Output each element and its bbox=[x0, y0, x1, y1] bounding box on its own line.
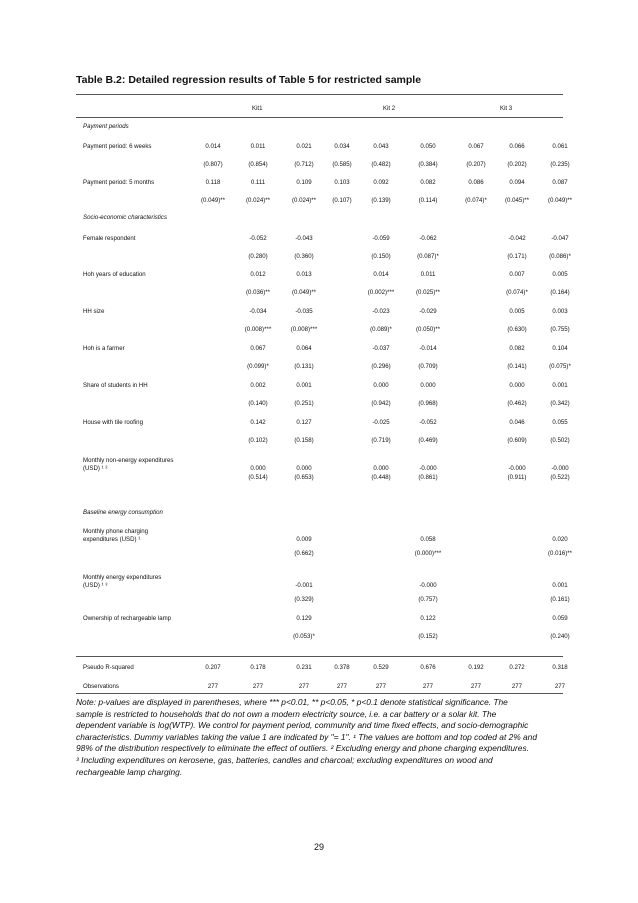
row-label-continued: (USD) ¹ ² bbox=[83, 465, 108, 472]
row-label: Payment period: 6 weeks bbox=[83, 143, 152, 150]
table-cell: (0.089)* bbox=[370, 326, 392, 333]
table-cell: 0.087 bbox=[552, 179, 568, 186]
table-cell: (0.024)** bbox=[291, 197, 317, 204]
table-cell: (0.296) bbox=[371, 363, 391, 370]
table-cell: (0.150) bbox=[371, 253, 391, 260]
table-cell: 0.046 bbox=[509, 419, 525, 426]
table-cell: 0.001 bbox=[552, 582, 568, 589]
table-cell: 0.192 bbox=[468, 664, 484, 671]
table-cell: 0.142 bbox=[250, 419, 266, 426]
table-cell: 0.002 bbox=[250, 382, 266, 389]
table-cell: (0.099)* bbox=[247, 363, 269, 370]
table-cell: 277 bbox=[511, 683, 523, 690]
row-label: Hoh is a farmer bbox=[83, 345, 125, 352]
table-cell: (0.074)* bbox=[465, 197, 487, 204]
table-cell: 0.011 bbox=[250, 143, 266, 150]
table-cell: (0.662) bbox=[294, 550, 314, 557]
table-cell: 0.103 bbox=[334, 179, 350, 186]
table-cell: 0.000 bbox=[373, 382, 389, 389]
table-cell: (0.482) bbox=[371, 161, 391, 168]
table-cell: (0.755) bbox=[550, 326, 570, 333]
table-cell: (0.053)* bbox=[293, 633, 315, 640]
table-cell: (0.074)* bbox=[506, 289, 528, 296]
row-label: Observations bbox=[83, 683, 119, 690]
row-label: Share of students in HH bbox=[83, 382, 148, 389]
table-cell: (0.609) bbox=[507, 437, 527, 444]
table-cell: (0.087)* bbox=[417, 253, 439, 260]
table-cell: -0.062 bbox=[419, 235, 437, 242]
table-cell: 0.118 bbox=[205, 179, 221, 186]
table-cell: 0.034 bbox=[334, 143, 350, 150]
table-cell: 0.529 bbox=[373, 664, 389, 671]
table-cell: 0.086 bbox=[468, 179, 484, 186]
table-cell: (0.016)** bbox=[547, 550, 573, 557]
table-cell: -0.043 bbox=[295, 235, 313, 242]
header-kit1: Kit1 bbox=[252, 105, 263, 112]
table-cell: 0.067 bbox=[250, 345, 266, 352]
table-cell: -0.014 bbox=[419, 345, 437, 352]
table-cell: -0.025 bbox=[372, 419, 390, 426]
table-cell: 0.012 bbox=[250, 271, 266, 278]
table-cell: (0.131) bbox=[294, 363, 314, 370]
table-cell: (0.152) bbox=[418, 633, 438, 640]
table-cell: (0.075)* bbox=[549, 363, 571, 370]
note-line: ³ Including expenditures on kerosene, gas, batteries, candles and charcoal; excluding expenditures on wood and bbox=[76, 754, 493, 765]
table-cell: (0.140) bbox=[248, 400, 268, 407]
table-cell: 0.000 bbox=[509, 382, 525, 389]
page-number: 29 bbox=[313, 842, 324, 852]
header-kit3: Kit 3 bbox=[500, 105, 513, 112]
table-cell: (0.719) bbox=[371, 437, 391, 444]
table-cell: 277 bbox=[207, 683, 219, 690]
table-cell: 0.676 bbox=[420, 664, 436, 671]
table-cell: (0.049)** bbox=[291, 289, 317, 296]
table-cell: -0.037 bbox=[372, 345, 390, 352]
table-cell: -0.047 bbox=[551, 235, 569, 242]
table-cell: (0.086)* bbox=[549, 253, 571, 260]
table-cell: -0.000 bbox=[508, 465, 526, 472]
table-cell: (0.161) bbox=[550, 596, 570, 603]
table-cell: 0.009 bbox=[296, 536, 312, 543]
table-cell: 0.318 bbox=[552, 664, 568, 671]
row-label: HH size bbox=[83, 308, 105, 315]
row-label: Ownership of rechargeable lamp bbox=[83, 615, 172, 622]
row-label: Socio-economic characteristics bbox=[83, 214, 167, 221]
table-cell: 0.378 bbox=[334, 664, 350, 671]
table-cell: 277 bbox=[422, 683, 434, 690]
table-cell: -0.000 bbox=[551, 465, 569, 472]
table-cell: -0.001 bbox=[295, 582, 313, 589]
table-cell: 0.013 bbox=[296, 271, 312, 278]
table-cell: 0.000 bbox=[420, 382, 436, 389]
table-cell: 0.127 bbox=[296, 419, 312, 426]
table-cell: 0.067 bbox=[468, 143, 484, 150]
table-cell: -0.029 bbox=[419, 308, 437, 315]
table-cell: 0.104 bbox=[552, 345, 568, 352]
table-cell: 0.043 bbox=[373, 143, 389, 150]
table-cell: (0.036)** bbox=[245, 289, 271, 296]
table-cell: (0.141) bbox=[507, 363, 527, 370]
table-cell: 0.231 bbox=[296, 664, 312, 671]
table-cell: (0.025)** bbox=[415, 289, 441, 296]
table-cell: 0.021 bbox=[296, 143, 312, 150]
table-cell: (0.045)** bbox=[504, 197, 530, 204]
table-cell: (0.807) bbox=[203, 161, 223, 168]
table-cell: 0.000 bbox=[373, 465, 389, 472]
table-cell: 0.020 bbox=[552, 536, 568, 543]
row-label: Payment period: 5 months bbox=[83, 179, 155, 186]
table-cell: 0.001 bbox=[296, 382, 312, 389]
table-cell: 277 bbox=[336, 683, 348, 690]
table-cell: 0.005 bbox=[552, 271, 568, 278]
table-cell: (0.514) bbox=[248, 474, 268, 481]
table-cell: (0.024)** bbox=[245, 197, 271, 204]
table-cell: 0.058 bbox=[420, 536, 436, 543]
row-label: Baseline energy consumption bbox=[83, 509, 163, 516]
table-cell: (0.049)** bbox=[547, 197, 573, 204]
table-cell: (0.360) bbox=[294, 253, 314, 260]
row-label: Monthly energy expenditures bbox=[83, 574, 162, 581]
note-line: Note: p-values are displayed in parentheses, where *** p<0.01, ** p<0.05, * p<0.1 denote statistical significance. The bbox=[76, 697, 508, 707]
table-cell: 0.082 bbox=[509, 345, 525, 352]
table-cell: 0.061 bbox=[552, 143, 568, 150]
table-cell: 0.207 bbox=[205, 664, 221, 671]
row-label: Payment periods bbox=[83, 123, 129, 130]
table-cell: (0.000)*** bbox=[414, 550, 442, 557]
table-cell: (0.384) bbox=[418, 161, 438, 168]
table-cell: 0.082 bbox=[420, 179, 436, 186]
table-cell: 0.111 bbox=[250, 179, 266, 186]
table-cell: 277 bbox=[554, 683, 566, 690]
table-cell: (0.585) bbox=[332, 161, 352, 168]
table-cell: -0.042 bbox=[508, 235, 526, 242]
table-note bbox=[76, 697, 566, 778]
table-cell: 0.178 bbox=[250, 664, 266, 671]
table-cell: (0.207) bbox=[466, 161, 486, 168]
table-cell: (0.653) bbox=[294, 474, 314, 481]
table-cell: 0.050 bbox=[420, 143, 436, 150]
table-cell: -0.023 bbox=[372, 308, 390, 315]
row-label-continued: expenditures (USD) ¹ bbox=[83, 536, 141, 543]
table-cell: -0.059 bbox=[372, 235, 390, 242]
table-cell: 0.014 bbox=[373, 271, 389, 278]
table-cell: 0.014 bbox=[205, 143, 221, 150]
table-cell: (0.911) bbox=[507, 474, 527, 481]
table-cell: (0.522) bbox=[550, 474, 570, 481]
table-cell: (0.049)** bbox=[200, 197, 226, 204]
note-line: dependent variable is log(WTP). We control for payment period, community and time fixed effects, and socio-demographic bbox=[76, 720, 529, 731]
table-cell: (0.202) bbox=[507, 161, 527, 168]
table-title: Table B.2: Detailed regression results of Table 5 for restricted sample bbox=[76, 74, 422, 86]
row-label-continued: (USD) ¹ ³ bbox=[83, 582, 108, 589]
table-cell: 0.129 bbox=[296, 615, 312, 622]
table-cell: (0.139) bbox=[371, 197, 391, 204]
table-cell: (0.861) bbox=[418, 474, 438, 481]
row-label: Monthly non-energy expenditures bbox=[83, 457, 174, 464]
table-cell: (0.757) bbox=[418, 596, 438, 603]
table-cell: 0.109 bbox=[296, 179, 312, 186]
table-cell: 0.059 bbox=[552, 615, 568, 622]
row-label: Hoh years of education bbox=[83, 271, 146, 278]
table-cell: 0.011 bbox=[420, 271, 436, 278]
table-cell: (0.712) bbox=[294, 161, 314, 168]
note-line: rechargeable lamp charging. bbox=[76, 766, 183, 777]
rule-stats bbox=[76, 656, 563, 657]
table-cell: 0.066 bbox=[509, 143, 525, 150]
table-cell: (0.158) bbox=[294, 437, 314, 444]
table-cell: (0.942) bbox=[371, 400, 391, 407]
table-cell: 0.094 bbox=[509, 179, 525, 186]
table-cell: (0.968) bbox=[418, 400, 438, 407]
table-cell: 277 bbox=[252, 683, 264, 690]
table-cell: -0.035 bbox=[295, 308, 313, 315]
table-cell: 277 bbox=[375, 683, 387, 690]
table-cell: -0.034 bbox=[249, 308, 267, 315]
table-cell: 277 bbox=[298, 683, 310, 690]
table-cell: -0.052 bbox=[419, 419, 437, 426]
note-line: characteristics. Dummy variables taking the value 1 are indicated by "= 1". ¹ The values are bottom and top coded at 2% and bbox=[76, 731, 538, 742]
table-cell: (0.280) bbox=[248, 253, 268, 260]
table-cell: (0.235) bbox=[550, 161, 570, 168]
table-cell: (0.462) bbox=[507, 400, 527, 407]
table-cell: (0.002)*** bbox=[367, 289, 395, 296]
table-cell: (0.050)** bbox=[415, 326, 441, 333]
table-cell: (0.329) bbox=[294, 596, 314, 603]
table-cell: (0.240) bbox=[550, 633, 570, 640]
table-cell: 0.007 bbox=[509, 271, 525, 278]
header-kit2: Kit 2 bbox=[383, 105, 396, 112]
row-label: Female respondent bbox=[83, 235, 136, 242]
row-label: Monthly phone charging bbox=[83, 528, 149, 535]
row-label: Pseudo R-squared bbox=[83, 664, 134, 671]
table-cell: (0.171) bbox=[507, 253, 527, 260]
table-cell: (0.342) bbox=[550, 400, 570, 407]
rule-bottom bbox=[76, 693, 563, 694]
table-cell: -0.000 bbox=[419, 465, 437, 472]
note-line: 98% of the distribution respectively to eliminate the effect of outliers. ² Excluding energy and phone charging expenditures. bbox=[76, 743, 529, 754]
table-cell: (0.107) bbox=[332, 197, 352, 204]
table-cell: (0.164) bbox=[550, 289, 570, 296]
table-cell: 0.001 bbox=[552, 382, 568, 389]
table-cell: (0.854) bbox=[248, 161, 268, 168]
table-cell: (0.709) bbox=[418, 363, 438, 370]
table-cell: -0.000 bbox=[419, 582, 437, 589]
table-cell: (0.469) bbox=[418, 437, 438, 444]
table-cell: 0.092 bbox=[373, 179, 389, 186]
table-cell: 277 bbox=[470, 683, 482, 690]
rule-header bbox=[76, 117, 563, 118]
table-cell: (0.008)*** bbox=[244, 326, 272, 333]
table-cell: (0.008)*** bbox=[290, 326, 318, 333]
table-cell: 0.003 bbox=[552, 308, 568, 315]
table-cell: (0.114) bbox=[418, 197, 438, 204]
table-cell: (0.630) bbox=[507, 326, 527, 333]
rule-top bbox=[76, 94, 563, 95]
table-cell: (0.251) bbox=[294, 400, 314, 407]
table-cell: 0.055 bbox=[552, 419, 568, 426]
table-cell: (0.448) bbox=[371, 474, 391, 481]
note-line: sample is restricted to households that do not own a modern electricity source, i.e. a car battery or a solar kit. The bbox=[76, 708, 497, 719]
row-label: House with tile roofing bbox=[83, 419, 143, 426]
table-cell: 0.000 bbox=[296, 465, 312, 472]
table-cell: 0.000 bbox=[250, 465, 266, 472]
table-cell: 0.064 bbox=[296, 345, 312, 352]
table-cell: 0.122 bbox=[420, 615, 436, 622]
table-cell: (0.102) bbox=[248, 437, 268, 444]
table-cell: 0.272 bbox=[509, 664, 525, 671]
table-cell: (0.502) bbox=[550, 437, 570, 444]
table-cell: 0.005 bbox=[509, 308, 525, 315]
table-cell: -0.052 bbox=[249, 235, 267, 242]
